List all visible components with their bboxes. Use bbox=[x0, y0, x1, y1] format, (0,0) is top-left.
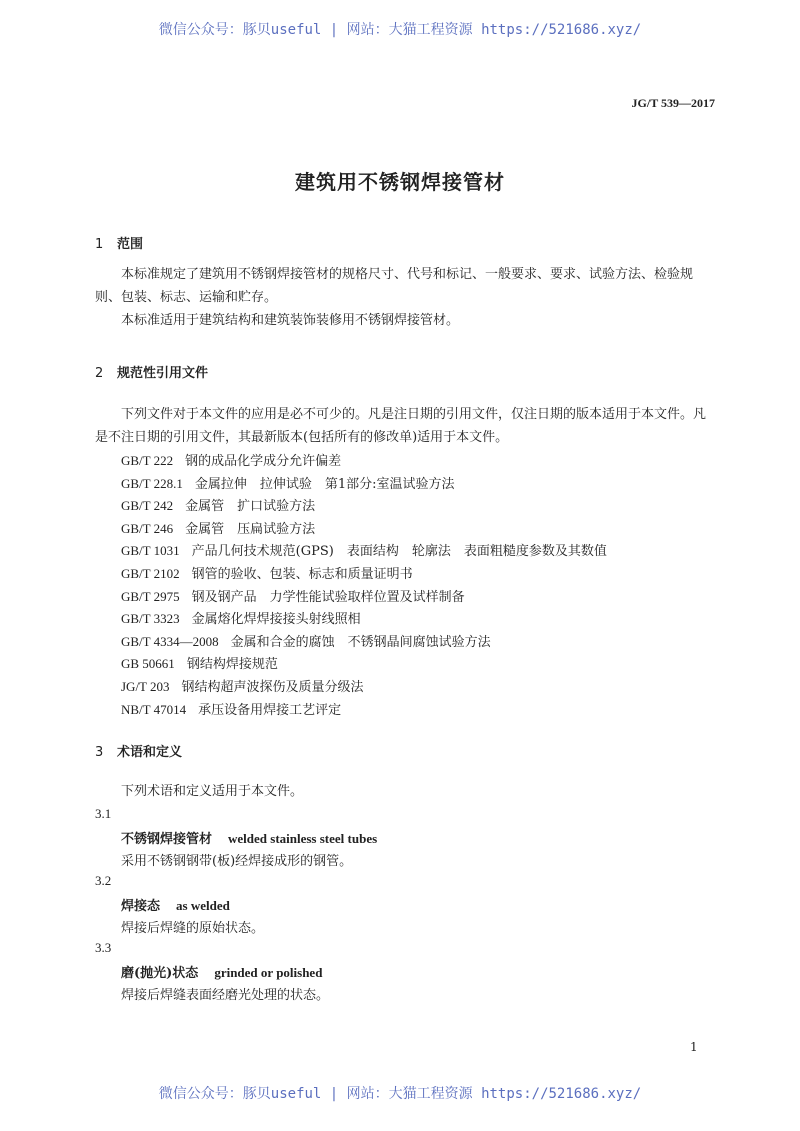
term-zh: 焊接态 bbox=[121, 899, 161, 914]
standard-number: JG/T 539—2017 bbox=[631, 96, 715, 110]
paragraph: 下列术语和定义适用于本文件。 bbox=[121, 784, 304, 799]
reference-title: 钢的成品化学成分允许偏差 bbox=[185, 454, 342, 469]
reference-code: GB 50661 bbox=[121, 656, 175, 672]
reference-item bbox=[121, 653, 278, 672]
reference-item bbox=[121, 540, 607, 559]
reference-code: JG/T 203 bbox=[121, 679, 170, 694]
paragraph: 本标准适用于建筑结构和建筑装饰装修用不锈钢焊接管材。 bbox=[121, 313, 460, 328]
paragraph: 本标准规定了建筑用不锈钢焊接管材的规格尺寸、代号和标记、一般要求、要求、试验方法、检验规则、包装、标志、运输和贮存。 bbox=[95, 267, 694, 305]
reference-title: 钢及钢产品 力学性能试验取样位置及试样制备 bbox=[191, 589, 465, 605]
reference-code: GB/T 2102 bbox=[121, 566, 180, 581]
reference-item bbox=[121, 608, 361, 627]
reference-code: GB/T 228.1 bbox=[121, 475, 183, 491]
reference-code: GB/T 3323 bbox=[121, 611, 180, 627]
term-heading bbox=[121, 962, 322, 981]
section-title: 术语和定义 bbox=[117, 745, 183, 760]
reference-item bbox=[121, 631, 491, 650]
page-number: 1 bbox=[690, 1040, 698, 1054]
section-3-heading bbox=[95, 741, 182, 760]
term-en: as welded bbox=[176, 898, 230, 913]
section-title: 规范性引用文件 bbox=[117, 366, 209, 381]
reference-title: 金属和合金的腐蚀 不锈钢晶间腐蚀试验方法 bbox=[230, 634, 491, 650]
section-number: 1 bbox=[95, 237, 104, 252]
paragraph: 下列文件对于本文件的应用是必不可少的。凡是注日期的引用文件，仅注日期的版本适用于本文件。凡是不注日期的引用文件，其最新版本(包括所有的修改单)适用于本文件。 bbox=[95, 407, 707, 445]
reference-title: 钢结构焊接规范 bbox=[186, 657, 278, 673]
reference-item bbox=[121, 518, 315, 537]
reference-item bbox=[121, 495, 315, 514]
reference-title: 产品几何技术规范(GPS) 表面结构 轮廓法 表面粗糙度参数及其数值 bbox=[191, 544, 607, 560]
reference-title: 钢管的验收、包装、标志和质量证明书 bbox=[191, 567, 413, 582]
reference-item bbox=[121, 676, 364, 695]
term-definition: 焊接后焊缝表面经磨光处理的状态。 bbox=[121, 988, 330, 1003]
section-title: 范围 bbox=[117, 237, 144, 252]
watermark-top: 微信公众号：豚贝useful | 网站：大猫工程资源 https://521686.xyz/ bbox=[158, 22, 642, 38]
reference-code: GB/T 1031 bbox=[121, 543, 180, 559]
term-definition: 焊接后焊缝的原始状态。 bbox=[121, 921, 265, 936]
term-number: 3.1 bbox=[95, 806, 112, 821]
section-2-heading bbox=[95, 362, 208, 381]
reference-code: GB/T 2975 bbox=[121, 588, 180, 604]
term-definition: 采用不锈钢钢带(板)经焊接成形的钢管。 bbox=[121, 854, 353, 869]
term-heading bbox=[121, 895, 230, 914]
reference-code: GB/T 4334—2008 bbox=[121, 633, 219, 649]
reference-title: 钢结构超声波探伤及质量分级法 bbox=[181, 680, 364, 695]
section-number: 3 bbox=[95, 745, 104, 760]
reference-item bbox=[121, 450, 341, 469]
watermark-bottom: 微信公众号：豚贝useful | 网站：大猫工程资源 https://521686.xyz/ bbox=[158, 1086, 642, 1102]
reference-title: 金属管 扩口试验方法 bbox=[185, 499, 316, 515]
reference-title: 承压设备用焊接工艺评定 bbox=[198, 702, 342, 718]
term-number: 3.2 bbox=[95, 873, 112, 888]
term-zh: 磨(抛光)状态 bbox=[121, 966, 199, 981]
term-zh: 不锈钢焊接管材 bbox=[121, 832, 213, 847]
reference-code: GB/T 222 bbox=[121, 453, 174, 468]
term-en: welded stainless steel tubes bbox=[228, 831, 378, 846]
reference-title: 金属熔化焊焊接接头射线照相 bbox=[191, 612, 361, 628]
reference-code: GB/T 246 bbox=[121, 520, 174, 536]
section-1-heading bbox=[95, 233, 143, 252]
reference-title: 金属拉伸 拉伸试验 第1部分:室温试验方法 bbox=[194, 476, 455, 492]
reference-item bbox=[121, 586, 465, 605]
reference-title: 金属管 压扁试验方法 bbox=[185, 521, 316, 537]
reference-code: NB/T 47014 bbox=[121, 701, 187, 717]
term-heading bbox=[121, 828, 377, 847]
term-en: grinded or polished bbox=[214, 965, 323, 980]
reference-item bbox=[121, 473, 455, 492]
reference-item bbox=[121, 563, 413, 582]
reference-code: GB/T 242 bbox=[121, 498, 174, 514]
document-title: 建筑用不锈钢焊接管材 bbox=[295, 170, 505, 194]
section-number: 2 bbox=[95, 366, 104, 381]
term-number: 3.3 bbox=[95, 940, 112, 955]
reference-item bbox=[121, 699, 341, 718]
